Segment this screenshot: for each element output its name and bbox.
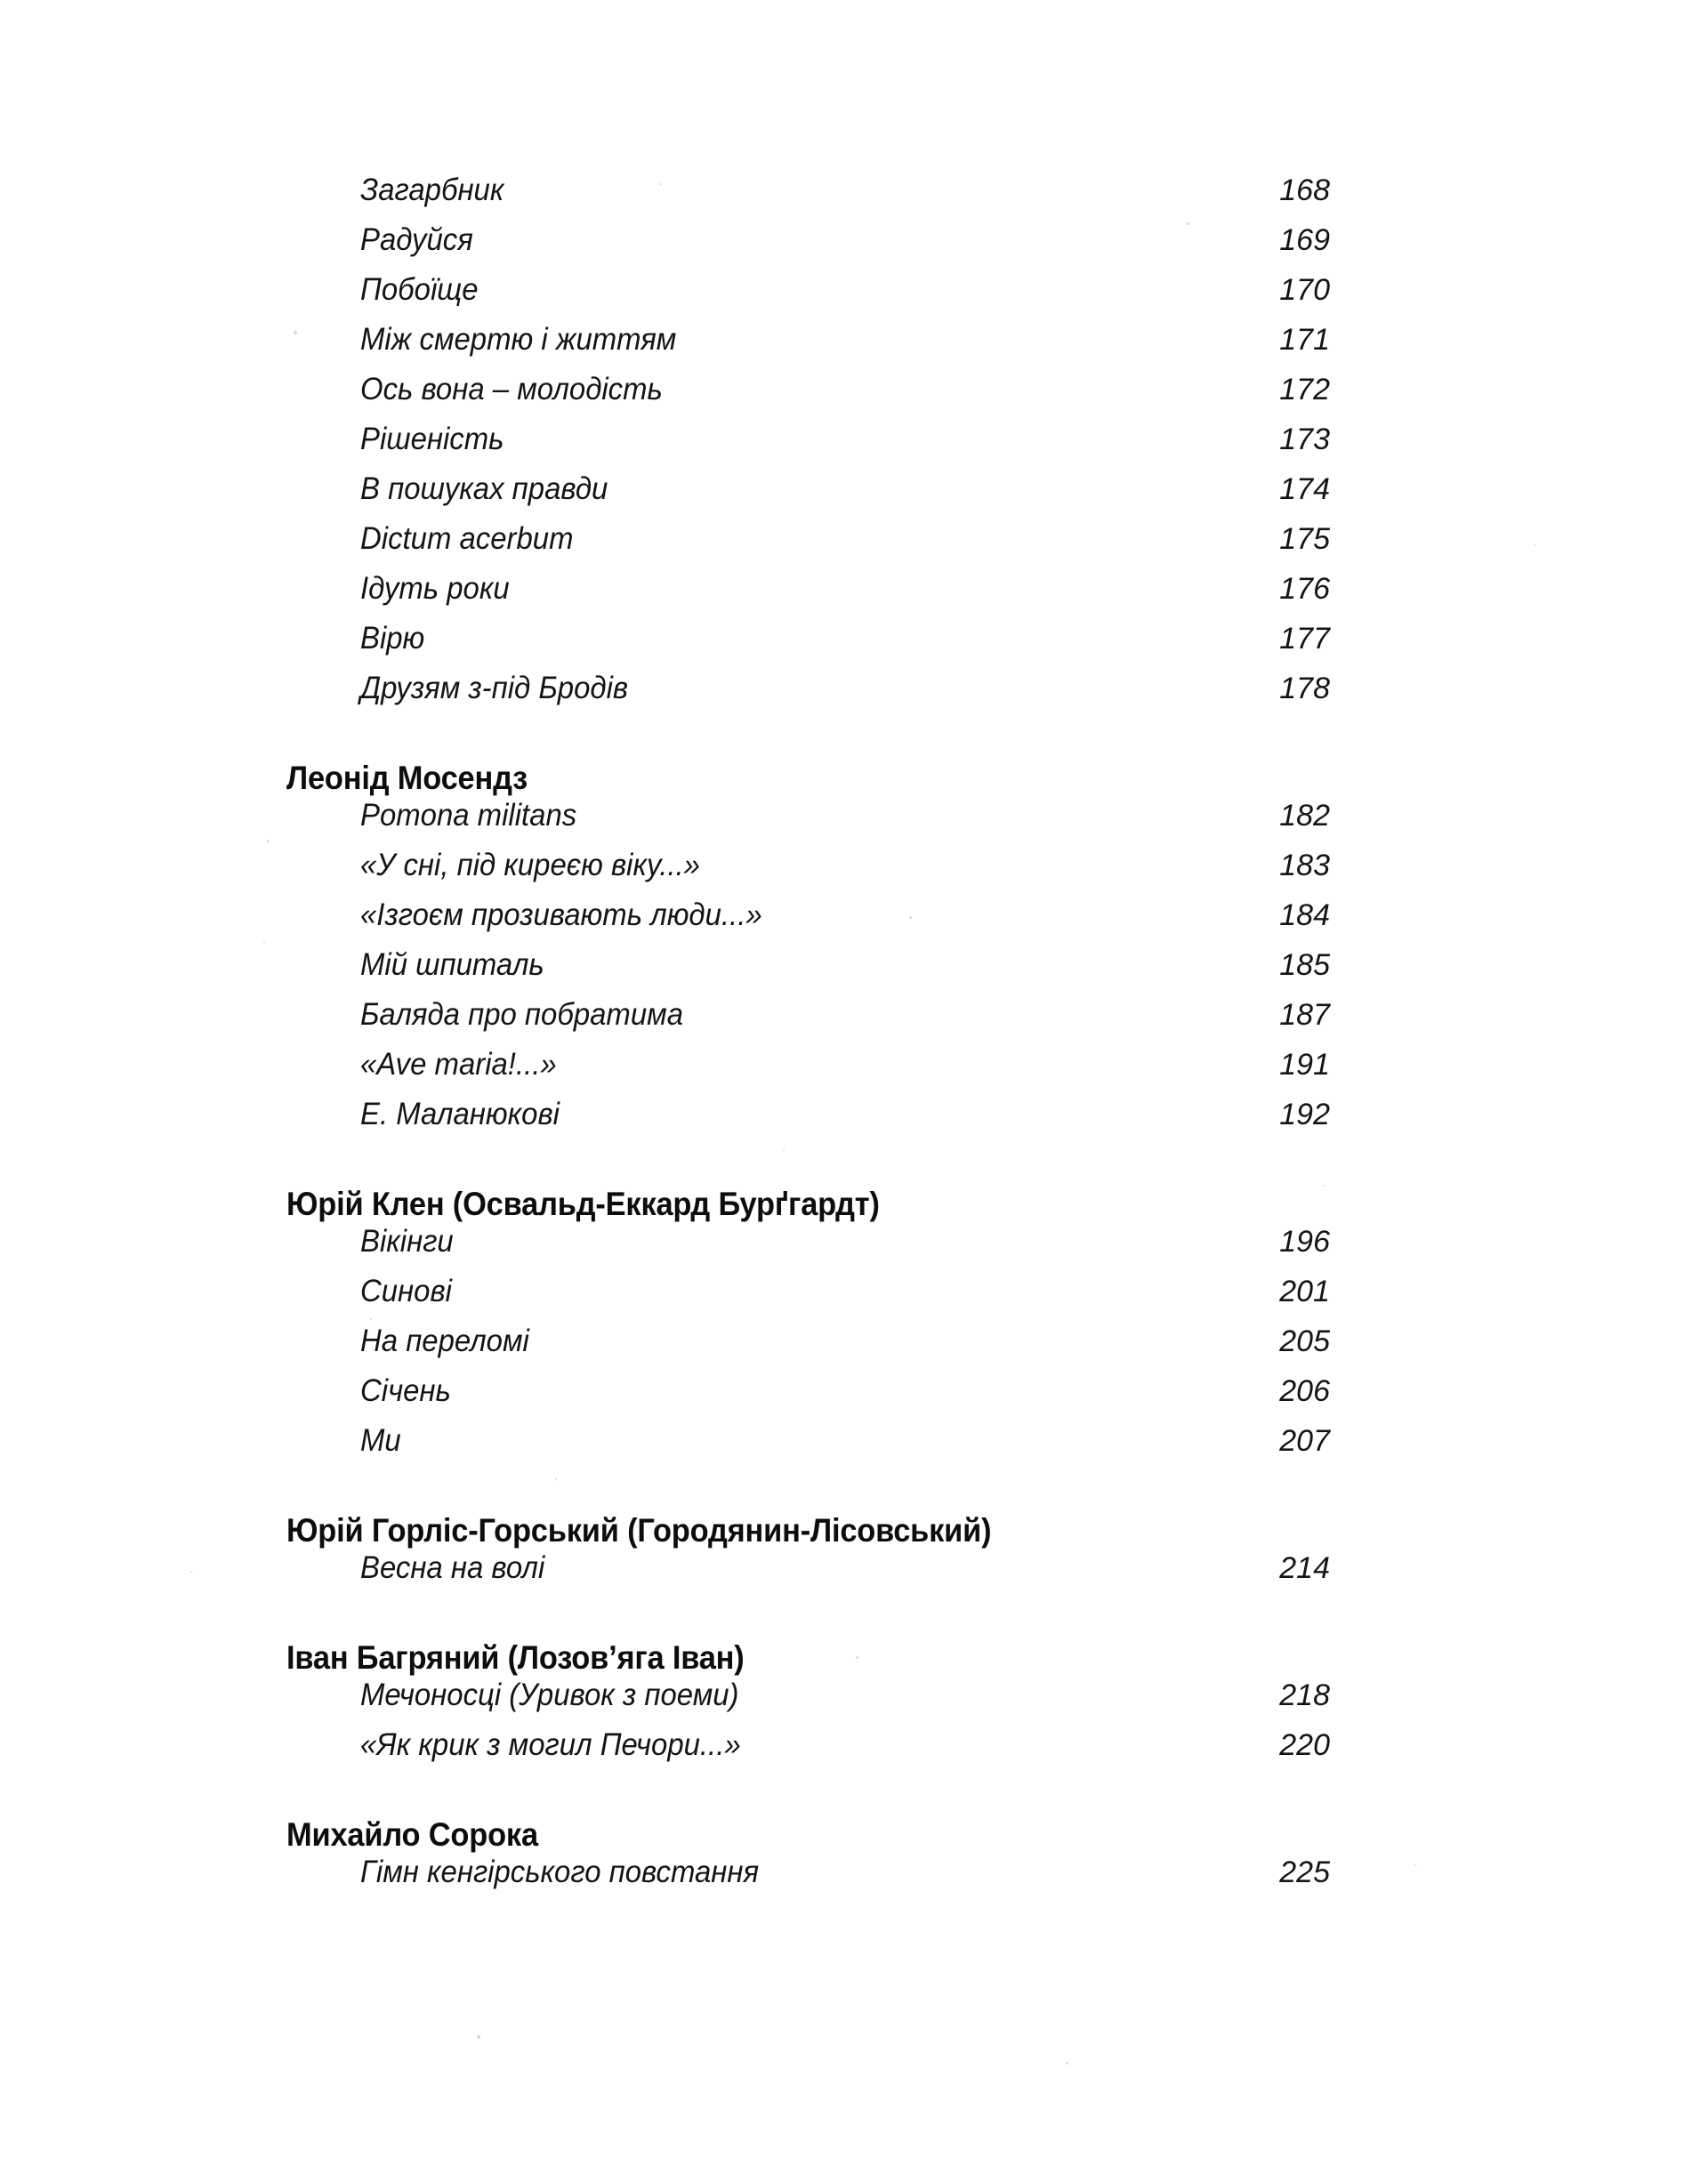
toc-entry[interactable] <box>360 473 1397 523</box>
toc-entry-page-number: 173 <box>1279 423 1330 456</box>
toc-entry-page-number: 187 <box>1279 998 1330 1032</box>
toc-group <box>267 174 1397 722</box>
toc-group <box>267 1475 1397 1602</box>
toc-entry[interactable] <box>360 1276 1397 1325</box>
toc-body <box>267 0 1397 1906</box>
toc-entry-page-number: 183 <box>1279 849 1330 882</box>
toc-entry-title: «У сні, під киреєю віку...» <box>360 848 700 882</box>
toc-group-heading: Іван Багряний (Лозов’яга Іван) <box>286 1639 745 1676</box>
toc-group-heading: Юрій Клен (Освальд-Еккард Бурґгардт) <box>286 1186 880 1222</box>
toc-entry-title: «Ізгоєм прозивають люди...» <box>360 897 762 932</box>
toc-entry-title: Вікінги <box>360 1224 454 1259</box>
toc-entry-title: Pomona militans <box>360 798 577 833</box>
toc-entry-title: Е. Маланюкові <box>360 1097 560 1131</box>
toc-entry[interactable] <box>360 1099 1397 1148</box>
toc-entry[interactable] <box>360 1049 1397 1099</box>
toc-entry-title: Загарбник <box>360 173 504 207</box>
toc-entry-page-number: 207 <box>1279 1424 1330 1458</box>
toc-entry[interactable] <box>360 1552 1397 1602</box>
toc-entry-title: «Ave maria!...» <box>360 1047 557 1082</box>
toc-entry-title: Ми <box>360 1423 401 1458</box>
toc-entry-title: Між смертю і життям <box>360 322 677 357</box>
scan-speck <box>477 2035 480 2039</box>
toc-entry[interactable] <box>360 423 1397 473</box>
toc-entry[interactable] <box>360 1375 1397 1425</box>
toc-entry[interactable] <box>360 672 1397 722</box>
toc-group-heading: Михайло Сорока <box>286 1816 538 1853</box>
toc-entry-title: Побоїще <box>360 272 479 307</box>
toc-entry-title: Весна на волі <box>360 1550 545 1585</box>
toc-entry-page-number: 175 <box>1279 522 1330 556</box>
toc-entry[interactable] <box>360 224 1397 274</box>
toc-entry-title: Мечоносці (Уривок з поеми) <box>360 1678 739 1712</box>
toc-entry[interactable] <box>360 523 1397 573</box>
toc-entry-page-number: 174 <box>1279 472 1330 506</box>
toc-entry[interactable] <box>360 999 1397 1049</box>
toc-entry-title: Січень <box>360 1373 451 1408</box>
toc-entry-title: Ідуть роки <box>360 571 510 606</box>
toc-group <box>267 1602 1397 1779</box>
toc-entry-title: В пошуках правди <box>360 471 608 506</box>
toc-entry-title: Мій шпиталь <box>360 947 544 982</box>
toc-entry[interactable] <box>360 899 1397 949</box>
toc-entry[interactable] <box>360 623 1397 672</box>
toc-entry-title: Рішеність <box>360 422 504 456</box>
toc-entry[interactable] <box>360 324 1397 374</box>
toc-entry-page-number: 225 <box>1279 1855 1330 1889</box>
toc-entry-title: Баляда про побратима <box>360 997 684 1032</box>
toc-entry-title: Синові <box>360 1274 452 1308</box>
toc-entry-page-number: 218 <box>1279 1678 1330 1712</box>
toc-entry-title: Ось вона – молодість <box>360 372 663 406</box>
toc-group-heading: Леонід Мосендз <box>286 760 528 796</box>
toc-entry[interactable] <box>360 1729 1397 1779</box>
toc-entry[interactable] <box>360 1325 1397 1375</box>
toc-entry-title: Гімн кенгірського повстання <box>360 1855 760 1889</box>
toc-entry-title: Друзям з-під Бродів <box>360 671 629 705</box>
toc-entry-title: На переломі <box>360 1324 529 1358</box>
toc-entry[interactable] <box>360 1679 1397 1729</box>
toc-entry[interactable] <box>360 1226 1397 1276</box>
toc-entry[interactable] <box>360 949 1397 999</box>
toc-entry[interactable] <box>360 374 1397 423</box>
toc-entry-page-number: 201 <box>1279 1275 1330 1308</box>
toc-entry-page-number: 220 <box>1279 1728 1330 1762</box>
toc-entry-page-number: 206 <box>1279 1374 1330 1408</box>
toc-group <box>267 1148 1397 1475</box>
toc-entry[interactable] <box>360 174 1397 224</box>
toc-entry-page-number: 185 <box>1279 948 1330 982</box>
toc-entry-page-number: 172 <box>1279 373 1330 406</box>
toc-entry-page-number: 205 <box>1279 1324 1330 1358</box>
toc-entry-page-number: 191 <box>1279 1048 1330 1082</box>
toc-entry-page-number: 178 <box>1279 672 1330 705</box>
toc-group <box>267 1779 1397 1906</box>
toc-entry-page-number: 169 <box>1279 223 1330 257</box>
toc-entry[interactable] <box>360 573 1397 623</box>
toc-entry-page-number: 170 <box>1279 273 1330 307</box>
toc-entry-title: Dictum acerbum <box>360 521 574 556</box>
toc-entry[interactable] <box>360 1856 1397 1906</box>
toc-entry-page-number: 214 <box>1279 1551 1330 1585</box>
toc-group-heading: Юрій Горліс-Горський (Городянин-Лісовський) <box>286 1512 992 1549</box>
toc-entry-page-number: 196 <box>1279 1225 1330 1259</box>
toc-entry-page-number: 177 <box>1279 622 1330 656</box>
toc-entry-page-number: 176 <box>1279 572 1330 606</box>
toc-entry-title: Вірю <box>360 621 425 656</box>
toc-entry[interactable] <box>360 849 1397 899</box>
toc-entry[interactable] <box>360 1425 1397 1475</box>
toc-entry-page-number: 182 <box>1279 799 1330 833</box>
toc-entry-title: Радуйся <box>360 222 473 257</box>
toc-entry-page-number: 184 <box>1279 898 1330 932</box>
toc-entry-page-number: 168 <box>1279 173 1330 207</box>
toc-group <box>267 722 1397 1148</box>
toc-entry-page-number: 192 <box>1279 1098 1330 1131</box>
toc-entry-page-number: 171 <box>1279 323 1330 357</box>
toc-entry[interactable] <box>360 800 1397 849</box>
scan-speck <box>1066 2062 1068 2064</box>
toc-entry-title: «Як крик з могил Печори...» <box>360 1727 741 1762</box>
toc-entry[interactable] <box>360 274 1397 324</box>
